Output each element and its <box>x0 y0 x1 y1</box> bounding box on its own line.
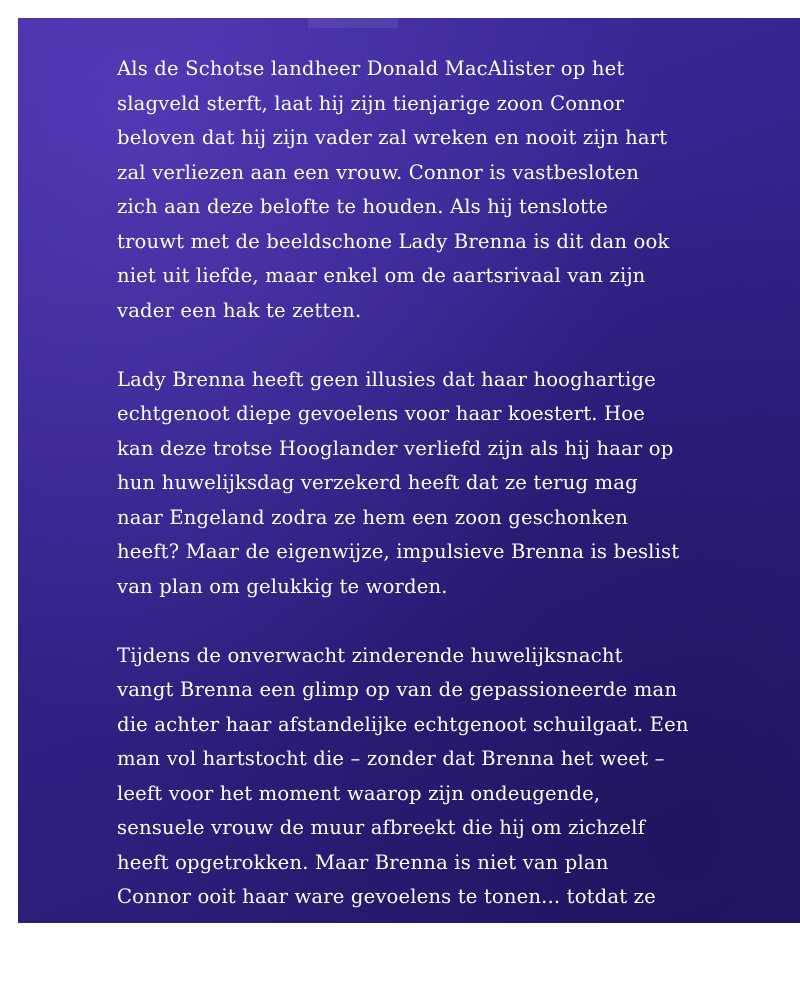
blurb-paragraph-1 <box>117 52 777 328</box>
text-line: trouwt met de beeldschone Lady Brenna is dit dan ook <box>117 229 670 253</box>
text-line: naar Engeland zodra ze hem een zoon geschonken <box>117 505 629 529</box>
text-line: Tijdens de onverwacht zinderende huwelijksnacht <box>117 643 623 667</box>
blurb-paragraph-2 <box>117 363 777 605</box>
text-line: Als de Schotse landheer Donald MacAlister op het <box>117 57 625 80</box>
text-line: echtgenoot diepe gevoelens voor haar koestert. Hoe <box>117 402 645 425</box>
text-line: kan deze trotse Hooglander verliefd zijn als hij haar op <box>117 436 674 460</box>
text-line: in een web van gevaarlijke intriges verstrikt raakt. <box>117 919 631 943</box>
text-line: zal verliezen aan een vrouw. Connor is vastbesloten <box>117 160 640 184</box>
cover-blurb <box>117 52 777 984</box>
text-line: heeft? Maar de eigenwijze, impulsieve Brenna is beslist <box>117 540 680 563</box>
text-line: slagveld sterft, laat hij zijn tienjarige zoon Connor <box>117 91 625 115</box>
text-line: vader een hak te zetten. <box>117 298 362 322</box>
text-line: van plan om gelukkig te worden. <box>117 574 448 598</box>
text-line: man vol hartstocht die – zonder dat Brenna het weet – <box>117 747 665 770</box>
cover-edge-mark <box>308 18 398 28</box>
text-line: Connor ooit haar ware gevoelens te tonen... totdat ze <box>117 885 656 908</box>
text-line: heeft opgetrokken. Maar Brenna is niet van plan <box>117 850 609 874</box>
text-line: vangt Brenna een glimp op van de gepassioneerde man <box>117 678 678 701</box>
text-line: sensuele vrouw de muur afbreekt die hij om zichzelf <box>117 816 645 839</box>
blurb-paragraph-3 <box>117 639 777 950</box>
text-line: Lady Brenna heeft geen illusies dat haar hooghartige <box>117 367 656 391</box>
book-back-cover <box>18 18 800 943</box>
text-line: niet uit liefde, maar enkel om de aartsrivaal van zijn <box>117 264 646 287</box>
text-line: hun huwelijksdag verzekerd heeft dat ze terug mag <box>117 471 638 494</box>
text-line: die achter haar afstandelijke echtgenoot schuilgaat. Een <box>117 712 689 736</box>
text-line: beloven dat hij zijn vader zal wreken en nooit zijn hart <box>117 126 668 149</box>
text-line: leeft voor het moment waarop zijn ondeugende, <box>117 781 601 805</box>
text-line: zich aan deze belofte te houden. Als hij tenslotte <box>117 195 608 218</box>
